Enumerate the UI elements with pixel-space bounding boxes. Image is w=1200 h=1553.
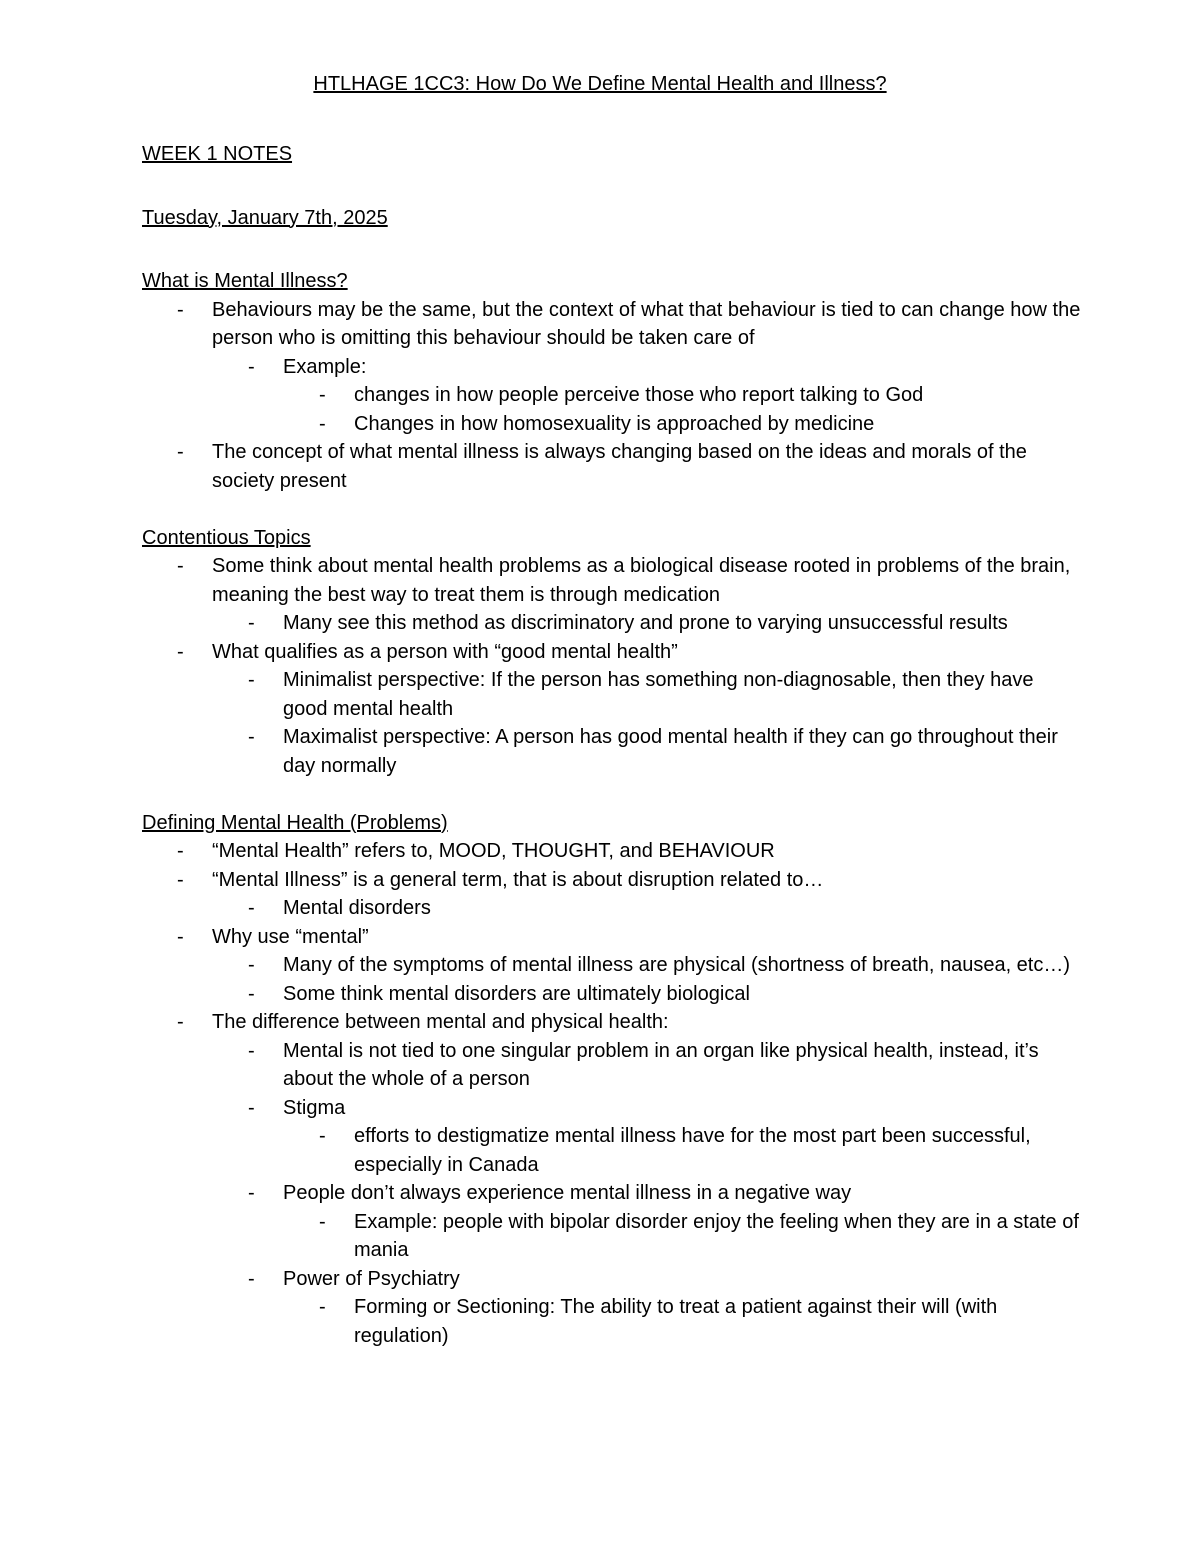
document-title: HTLHAGE 1CC3: How Do We Define Mental Health and Illness? xyxy=(313,73,887,95)
list-item: - What qualifies as a person with “good mental health” xyxy=(177,640,678,663)
notes-body xyxy=(142,140,1082,1350)
list-item: - Behaviours may be the same, but the context of what that behaviour is tied to can change how the person who is omitting this behaviour should be taken care of xyxy=(177,298,1081,349)
list-item: - Mental is not tied to one singular problem in an organ like physical health, instead, it’s about the whole of a person xyxy=(248,1039,1039,1090)
list-item: - Power of Psychiatry xyxy=(248,1267,460,1290)
list-item: - The concept of what mental illness is always changing based on the ideas and morals of the society present xyxy=(177,441,1027,492)
week-heading: WEEK 1 NOTES xyxy=(142,143,293,165)
list-item: - Many see this method as discriminatory and prone to varying unsuccessful results xyxy=(248,612,1008,634)
list-item: - changes in how people perceive those who report talking to God xyxy=(319,384,924,406)
section-heading: Contentious Topics xyxy=(142,526,311,549)
list-item: - Why use “mental” xyxy=(177,925,369,948)
list-item: - efforts to destigmatize mental illness have for the most part been successful, especially in Canada xyxy=(319,1125,1031,1176)
list-item: - Maximalist perspective: A person has good mental health if they can go throughout their day normally xyxy=(248,726,1058,777)
list-item: - “Mental Illness” is a general term, that is about disruption related to… xyxy=(177,868,824,891)
list-item: - Forming or Sectioning: The ability to treat a patient against their will (with regulation) xyxy=(319,1296,998,1347)
list-item: - Many of the symptoms of mental illness are physical (shortness of breath, nausea, etc…) xyxy=(248,954,1071,976)
list-item: - Example: xyxy=(248,355,367,378)
date-heading: Tuesday, January 7th, 2025 xyxy=(142,206,388,229)
list-item: - Example: people with bipolar disorder enjoy the feeling when they are in a state of mania xyxy=(319,1210,1079,1261)
section-heading: What is Mental Illness? xyxy=(142,270,348,292)
list-item: - Some think about mental health problems as a biological disease rooted in problems of the brain, meaning the best way to treat them is through medication xyxy=(177,555,1071,606)
list-item: - “Mental Health” refers to, MOOD, THOUGHT, and BEHAVIOUR xyxy=(177,840,775,862)
list-item: - Some think mental disorders are ultimately biological xyxy=(248,982,750,1005)
list-item: - Stigma xyxy=(248,1096,346,1119)
list-item: - The difference between mental and physical health: xyxy=(177,1011,669,1033)
list-item: - Changes in how homosexuality is approached by medicine xyxy=(319,412,875,435)
list-item: - Minimalist perspective: If the person has something non-diagnosable, then they have good mental health xyxy=(248,669,1034,720)
list-item: - People don’t always experience mental illness in a negative way xyxy=(248,1182,852,1204)
section-heading: Defining Mental Health (Problems) xyxy=(142,811,448,834)
list-item: - Mental disorders xyxy=(248,897,431,919)
